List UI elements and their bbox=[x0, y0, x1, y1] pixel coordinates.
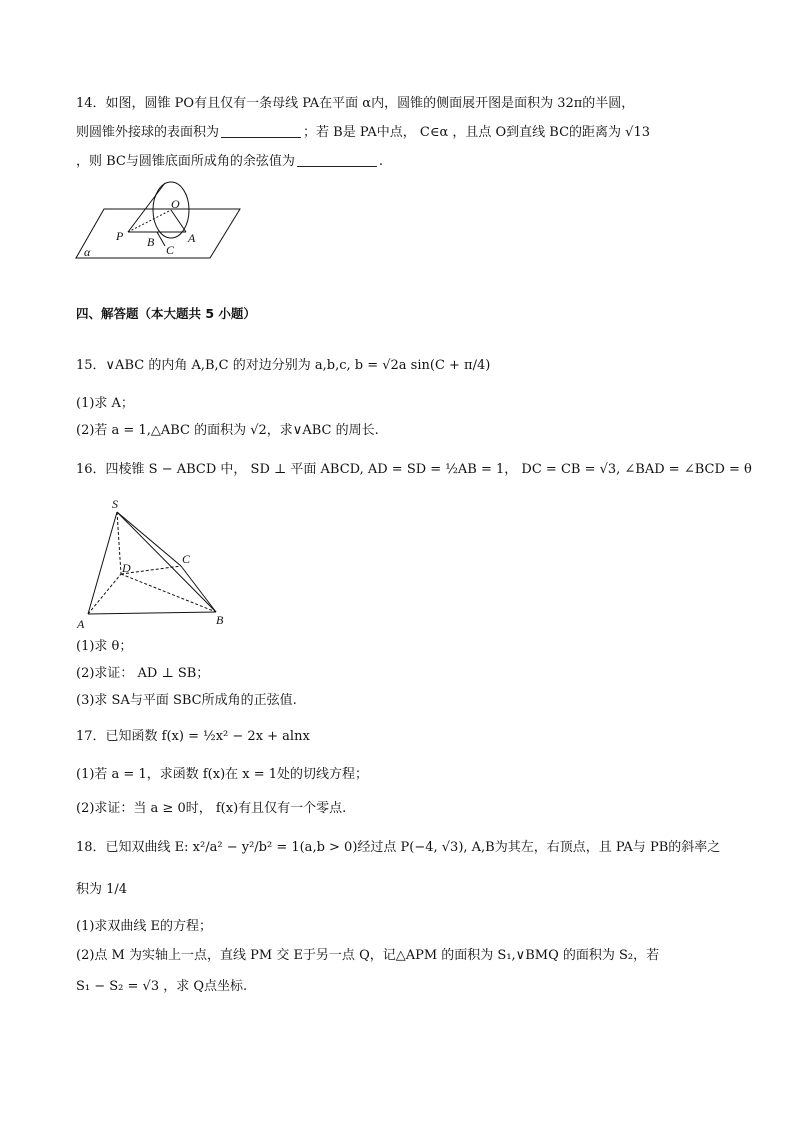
edge-SD bbox=[117, 512, 121, 574]
edge-SA bbox=[88, 512, 117, 614]
q14-line2-end: ；若 B是 PA中点， C∈α ，且点 O到直线 BC的距离为 √13 bbox=[303, 125, 651, 140]
edge-CB bbox=[181, 566, 216, 612]
q15-line1: 15．∨ABC 的内角 A,B,C 的对边分别为 a,b,c, b = √2a sin(C + π/4) bbox=[76, 358, 491, 373]
label-alpha: α bbox=[84, 245, 91, 259]
q17-sub2: (2)求证：当 a ≥ 0时， f(x)有且仅有一个零点. bbox=[76, 801, 347, 816]
axis-PO bbox=[128, 210, 171, 232]
label-C: C bbox=[166, 243, 175, 257]
label-C: C bbox=[182, 552, 191, 566]
q14-answer-blank-2[interactable] bbox=[297, 152, 377, 167]
q14-line2 bbox=[76, 123, 650, 143]
q16-line1: 16．四棱锥 S − ABCD 中， SD ⊥ 平面 ABCD, AD = SD = ½AB = 1， DC = CB = √3, ∠BAD = ∠BCD = θ bbox=[76, 462, 752, 477]
edge-SC bbox=[117, 512, 181, 566]
q16-sub3: (3)求 SA与平面 SBC所成角的正弦值. bbox=[76, 693, 297, 708]
q18-sub3: S₁ − S₂ = √3 ，求 Q点坐标. bbox=[76, 979, 248, 994]
label-O: O bbox=[171, 197, 180, 211]
label-A: A bbox=[77, 617, 85, 630]
label-P: P bbox=[116, 229, 124, 243]
generatrix-top bbox=[128, 183, 165, 232]
q14-cone-figure bbox=[74, 176, 244, 262]
edge-SB bbox=[117, 512, 216, 612]
q18-sub2: (2)点 M 为实轴上一点，直线 PM 交 E于另一点 Q，记△APM 的面积为 S₁,∨BMQ 的面积为 S₂，若 bbox=[76, 948, 660, 963]
label-S: S bbox=[112, 497, 118, 511]
q14-line3-end: . bbox=[378, 154, 384, 169]
q18-line1: 18．已知双曲线 E: x²/a² − y²/b² = 1(a,b > 0)经过点 P(−4, √3), A,B为其左，右顶点，且 PA与 PB的斜率之 bbox=[76, 840, 721, 855]
q18-sub1: (1)求双曲线 E的方程； bbox=[76, 919, 213, 934]
q15-sub1: (1)求 A； bbox=[76, 396, 134, 411]
edge-AB bbox=[88, 612, 216, 614]
q17-line1: 17．已知函数 f(x) = ½x² − 2x + alnx bbox=[76, 729, 310, 744]
q14-line1: 14．如图，圆锥 PO有且仅有一条母线 PA在平面 α内，圆锥的侧面展开图是面积为 32π的半圆， bbox=[76, 96, 635, 111]
label-B: B bbox=[147, 235, 155, 249]
q14-answer-blank-1[interactable] bbox=[221, 123, 301, 138]
label-A: A bbox=[188, 231, 196, 245]
edge-AD bbox=[88, 574, 121, 614]
q17-sub1: (1)若 a = 1，求函数 f(x)在 x = 1处的切线方程； bbox=[76, 767, 369, 782]
segment-BC bbox=[157, 232, 165, 246]
segment-OA bbox=[171, 210, 186, 232]
section-title: 四、解答题（本大题共 5 小题） bbox=[76, 306, 256, 321]
q18-line2: 积为 1/4 bbox=[76, 882, 128, 897]
q14-line3-start: ，则 BC与圆锥底面所成角的余弦值为 bbox=[76, 154, 295, 169]
q14-line2-start: 则圆锥外接球的表面积为 bbox=[76, 125, 220, 140]
q16-sub1: (1)求 θ； bbox=[76, 639, 133, 654]
q16-sub2: (2)求证： AD ⊥ SB； bbox=[76, 666, 210, 681]
q14-line3 bbox=[76, 152, 383, 172]
q16-pyramid-figure bbox=[74, 494, 234, 630]
q15-sub2: (2)若 a = 1,△ABC 的面积为 √2，求∨ABC 的周长. bbox=[76, 423, 379, 438]
label-B: B bbox=[216, 613, 224, 627]
label-D: D bbox=[122, 561, 131, 575]
